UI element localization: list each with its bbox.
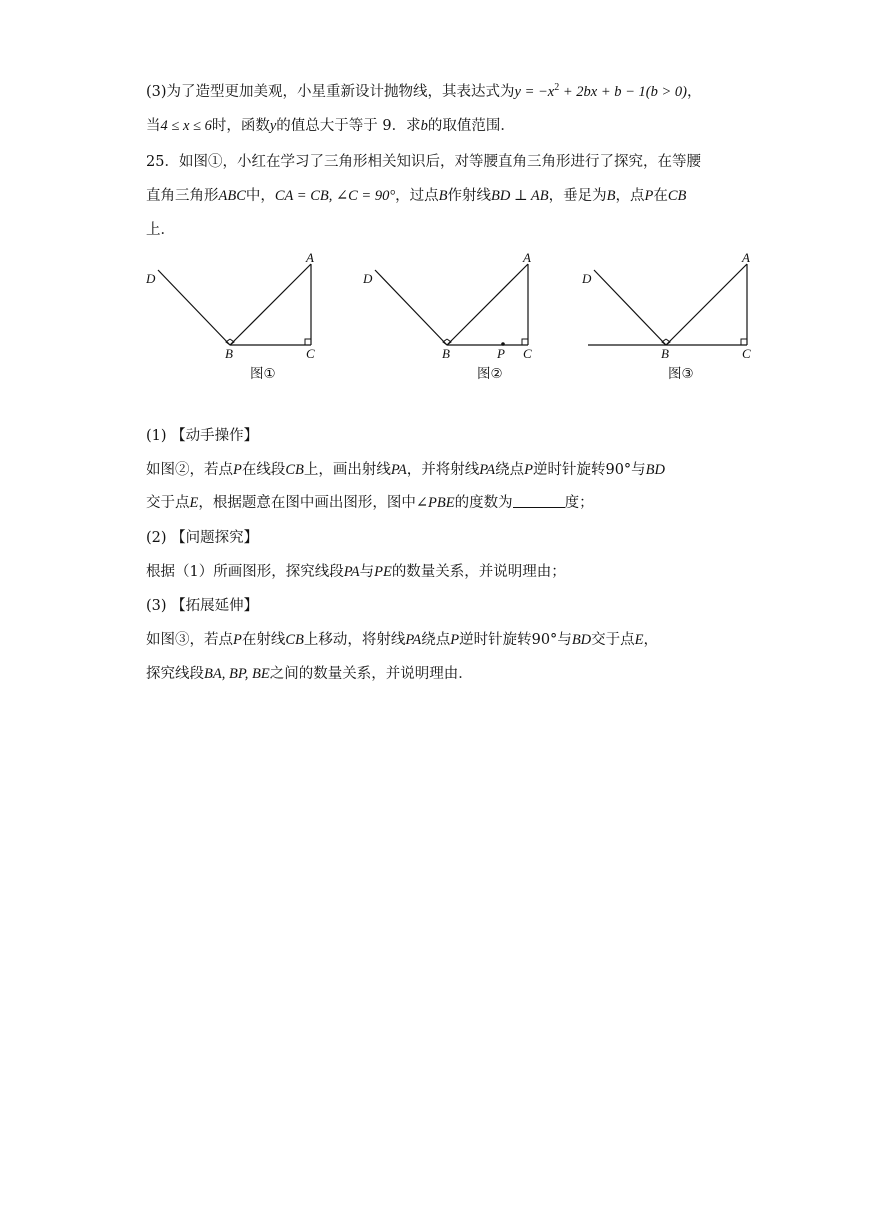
answer-blank: [513, 493, 565, 508]
condition-expression: CA = CB, ∠C = 90°: [274, 188, 396, 204]
q25-line3: 上．: [146, 222, 175, 238]
point-b: B: [606, 188, 616, 204]
text: 上移动，将射线: [303, 632, 406, 648]
text: 在: [653, 188, 668, 204]
perpendicular-expression: BD ⊥ AB: [490, 188, 549, 204]
x-range-expression: 4 ≤ x ≤ 6: [160, 118, 212, 134]
text: 的数量关系，并说明理由；: [391, 564, 566, 580]
label-d: D: [582, 271, 592, 286]
right-angle-mark-c: [522, 339, 528, 345]
text: 的度数为: [454, 495, 513, 511]
point-p: P: [233, 462, 242, 478]
text: ，: [643, 632, 659, 648]
ray-bd: [158, 270, 230, 345]
segment-ab: [666, 264, 747, 345]
parabola-expression: [515, 84, 687, 100]
q25-line1: 25．如图①，小红在学习了三角形相关知识后，对等腰直角三角形进行了探究，在等腰: [146, 154, 701, 170]
point-p: P: [233, 632, 242, 648]
segment-cb: CB: [285, 462, 304, 478]
ray-pa: PA: [390, 462, 407, 478]
text: 根据（1）所画图形，探究线段: [146, 564, 344, 580]
text: 中，: [245, 188, 275, 204]
text: 时，函数: [211, 118, 270, 134]
point-p: P: [644, 188, 654, 204]
label-c: C: [523, 346, 532, 361]
sub2-title: (2) 【问题探究】: [146, 530, 259, 546]
segment-pe: PE: [374, 564, 392, 580]
text: 与: [359, 564, 375, 580]
text: 与: [631, 462, 646, 478]
text: 探究线段: [146, 666, 204, 682]
figure-1-diagram: [146, 248, 316, 388]
label-b: B: [661, 346, 669, 361]
sub3-title: (3) 【拓展延伸】: [146, 598, 259, 614]
text: 交于点: [146, 495, 190, 511]
figure-2-caption: 图②: [477, 366, 503, 382]
ray-bd: BD: [571, 632, 592, 648]
sub1-line2: [146, 493, 769, 513]
text: 在射线: [241, 632, 286, 648]
text: ，过点: [395, 188, 439, 204]
text: 逆时针旋转: [459, 632, 532, 648]
text: 绕点: [495, 462, 525, 478]
label-b: B: [225, 346, 233, 361]
figure-3-caption: 图③: [668, 366, 694, 382]
text: 绕点: [421, 632, 451, 648]
sub3-line1: [146, 630, 769, 650]
sub3-line2: [146, 664, 769, 684]
text: 当: [146, 118, 161, 134]
part3-line1: [146, 78, 769, 102]
segment-cb: CB: [667, 188, 687, 204]
ray-bd: BD: [645, 462, 666, 478]
figure-2: [363, 248, 533, 388]
text: 如图②，若点: [146, 462, 233, 478]
figure-1: [146, 248, 316, 388]
text: ，垂足为: [548, 188, 607, 204]
expr-exponent: 2: [554, 82, 560, 93]
figure-3-diagram: [582, 248, 752, 388]
q25-line2: [146, 186, 769, 206]
angle-90: 90°: [531, 632, 558, 648]
segment-ab: [230, 264, 311, 345]
label-a: A: [523, 250, 531, 265]
part3-text: (3)为了造型更加美观，小星重新设计抛物线，其表达式为: [146, 83, 515, 100]
label-c: C: [306, 346, 315, 361]
right-angle-mark-c: [305, 339, 311, 345]
text: 的取值范围．: [427, 118, 515, 134]
text: ，并将射线: [406, 462, 480, 478]
label-b: B: [442, 346, 450, 361]
angle-90: 90°: [605, 462, 632, 478]
point-p: P: [450, 632, 460, 648]
text: 的值总大于等于 9．求: [276, 118, 421, 134]
figure-2-diagram: [363, 248, 533, 388]
expr-tail: + 2bx + b − 1(b > 0): [559, 83, 687, 100]
text: 直角三角形: [146, 188, 219, 204]
ray-bd: [594, 270, 666, 345]
text: 在线段: [241, 462, 286, 478]
ray-cb: CB: [285, 632, 304, 648]
expr-head: y = −x: [514, 83, 555, 100]
ray-bd: [375, 270, 447, 345]
label-a: A: [306, 250, 314, 265]
text: 作射线: [447, 188, 491, 204]
text: 上，画出射线: [303, 462, 391, 478]
sub2-line1: [146, 562, 769, 582]
segment-pa: PA: [343, 564, 360, 580]
text: ，点: [615, 188, 645, 204]
var-b: b: [420, 118, 428, 134]
text: 之间的数量关系，并说明理由．: [269, 666, 473, 682]
ray-pa: PA: [405, 632, 422, 648]
text: 度；: [564, 495, 594, 511]
figure-3: [582, 248, 752, 388]
point-e: E: [189, 495, 199, 511]
text: 逆时针旋转: [532, 462, 606, 478]
text: 交于点: [591, 632, 635, 648]
part3-line2: [146, 116, 769, 136]
angle-pbe: ∠PBE: [415, 495, 455, 511]
label-d: D: [146, 271, 156, 286]
segment-ab: [447, 264, 528, 345]
ray-pa: PA: [479, 462, 496, 478]
point-p: P: [524, 462, 533, 478]
label-c: C: [742, 346, 751, 361]
segments-ba-bp-be: BA, BP, BE: [204, 666, 270, 682]
figure-1-caption: 图①: [250, 366, 276, 382]
sub1-title: (1) 【动手操作】: [146, 428, 259, 444]
right-angle-mark-c: [741, 339, 747, 345]
point-b: B: [438, 188, 448, 204]
label-p: P: [497, 346, 505, 361]
part3-suffix: ，: [686, 83, 702, 100]
sub1-line1: [146, 460, 769, 480]
triangle-abc: ABC: [218, 188, 246, 204]
text: 与: [557, 632, 572, 648]
text: 如图③，若点: [146, 632, 233, 648]
text: ，根据题意在图中画出图形，图中: [198, 495, 416, 511]
label-a: A: [742, 250, 750, 265]
point-e: E: [634, 632, 644, 648]
var-y: y: [269, 118, 277, 134]
label-d: D: [363, 271, 373, 286]
